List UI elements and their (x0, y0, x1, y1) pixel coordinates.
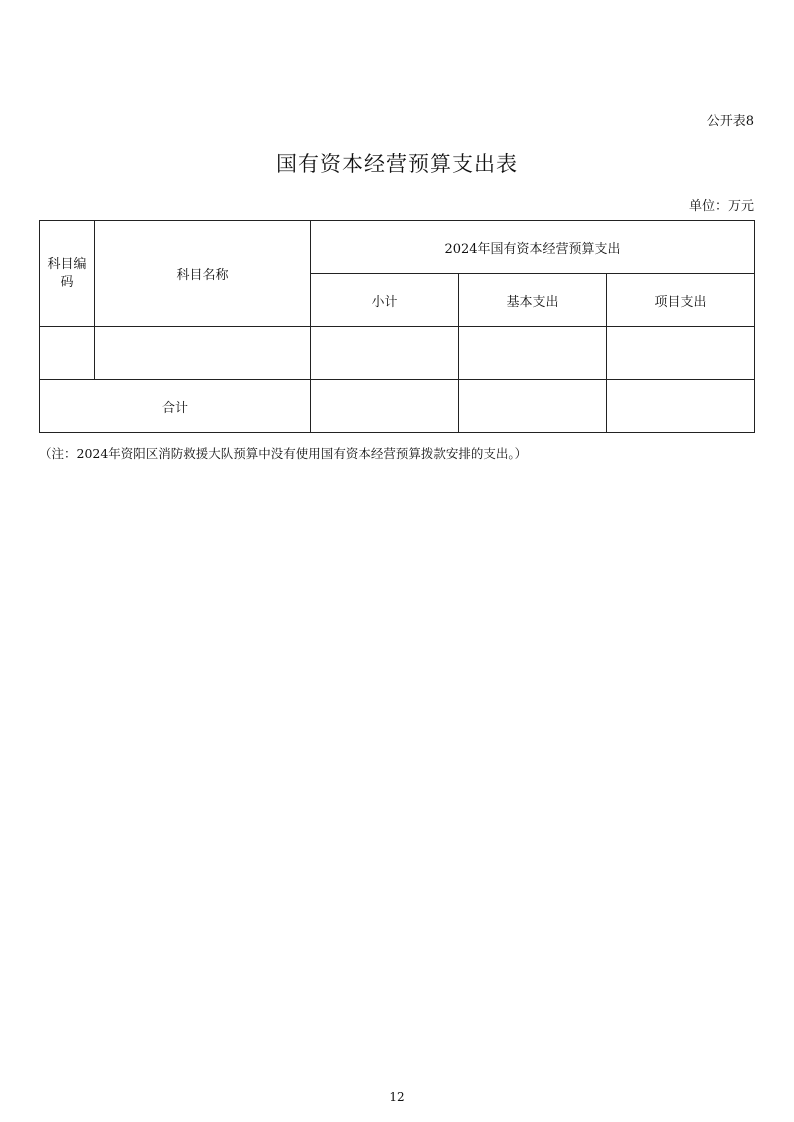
data-cell-project (607, 327, 755, 380)
total-cell-project (607, 380, 755, 433)
unit-label: 单位：万元 (688, 199, 754, 214)
header-cell-group (311, 221, 755, 274)
budget-table (39, 220, 755, 433)
header-row-1 (40, 221, 755, 274)
total-label: 合计 (161, 400, 188, 416)
header-subtotal-label: 小计 (371, 294, 398, 310)
header-project-label: 项目支出 (654, 294, 707, 310)
page-number: 12 (389, 1090, 405, 1104)
table-note: （注：2024年资阳区消防救援大队预算中没有使用国有资本经营预算拨款安排的支出。） (39, 446, 528, 461)
header-cell-name (95, 221, 311, 327)
total-row (40, 380, 755, 433)
header-code-label: 科目编码 (47, 256, 87, 290)
total-cell-basic (459, 380, 607, 433)
header-group-label: 2024年国有资本经营预算支出 (444, 241, 621, 257)
total-label-cell (40, 380, 311, 433)
data-cell-code (40, 327, 95, 380)
header-cell-code (40, 221, 95, 327)
page-title: 国有资本经营预算支出表 (276, 152, 518, 176)
header-cell-basic (459, 274, 607, 327)
table-row (40, 327, 755, 380)
total-cell-subtotal (311, 380, 459, 433)
data-cell-name (95, 327, 311, 380)
header-basic-label: 基本支出 (506, 294, 559, 310)
header-name-label: 科目名称 (176, 268, 229, 283)
document-label: 公开表8 (706, 114, 754, 129)
header-cell-subtotal (311, 274, 459, 327)
data-cell-subtotal (311, 327, 459, 380)
data-cell-basic (459, 327, 607, 380)
header-cell-project (607, 274, 755, 327)
